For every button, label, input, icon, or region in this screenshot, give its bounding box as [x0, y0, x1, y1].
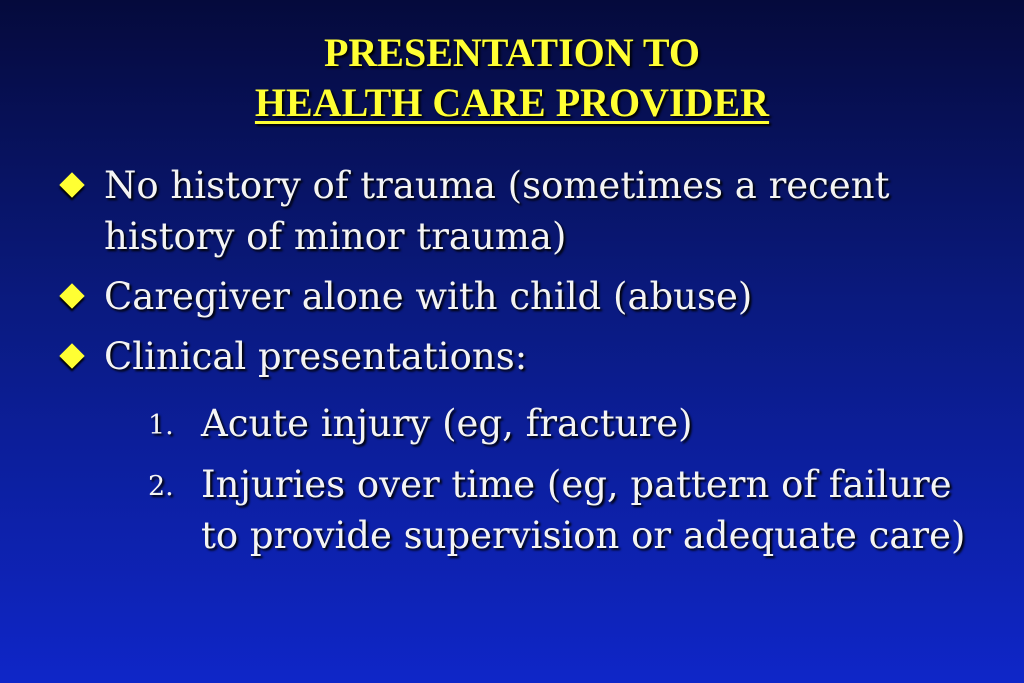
diamond-bullet-icon	[59, 172, 84, 197]
numbered-item-text: Injuries over time (eg, pattern of failure to provide supervision or adequate care)	[201, 463, 966, 557]
numbered-item-text: Acute injury (eg, fracture)	[201, 402, 693, 445]
bullet-item	[60, 271, 980, 322]
numbered-list	[148, 398, 978, 571]
bullet-list	[60, 160, 980, 391]
numbered-item	[148, 459, 978, 561]
bullet-text: Clinical presentations:	[104, 335, 528, 378]
diamond-bullet-icon	[59, 343, 84, 368]
bullet-item	[60, 160, 980, 262]
item-number: 2.	[148, 471, 174, 502]
diamond-bullet-icon	[59, 283, 84, 308]
slide-title	[0, 28, 1024, 128]
bullet-text: No history of trauma (sometimes a recent history of minor trauma)	[104, 164, 890, 258]
title-line-1: PRESENTATION TO	[323, 30, 701, 75]
bullet-item	[60, 331, 980, 382]
item-number: 1.	[148, 410, 174, 441]
bullet-text: Caregiver alone with child (abuse)	[104, 275, 753, 318]
numbered-item	[148, 398, 978, 449]
title-line-2: HEALTH CARE PROVIDER	[254, 80, 770, 125]
